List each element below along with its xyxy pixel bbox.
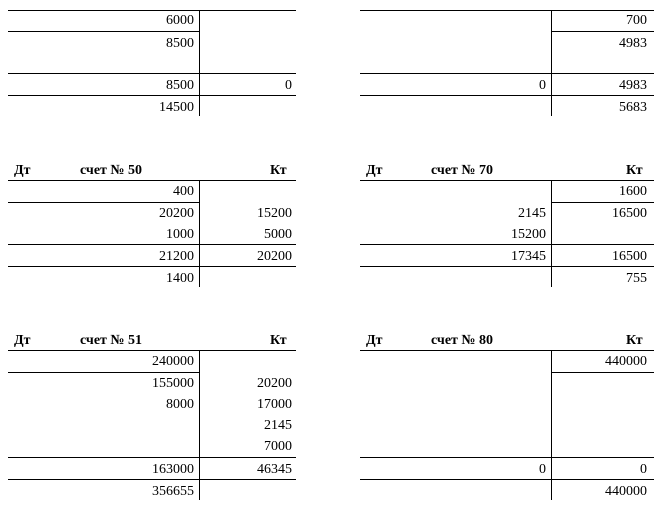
credit-cell: 16500: [612, 206, 647, 221]
balance-rule: [8, 266, 296, 267]
credit-cell: 700: [626, 13, 647, 28]
balance-rule: [360, 266, 654, 267]
account-title: счет № 50: [80, 163, 142, 178]
balance-rule: [360, 95, 654, 96]
credit-label: Кт: [626, 333, 643, 348]
debit-cell: 240000: [152, 354, 194, 369]
credit-cell: 5683: [619, 100, 647, 115]
debit-cell: 0: [539, 462, 546, 477]
t-account-80: [360, 330, 659, 505]
debit-cell: 6000: [166, 13, 194, 28]
credit-cell: 1600: [619, 184, 647, 199]
row-rule: [8, 31, 199, 32]
credit-cell: 2145: [264, 418, 292, 433]
credit-cell: 0: [285, 78, 292, 93]
debit-cell: 20200: [159, 206, 194, 221]
credit-cell: 755: [626, 271, 647, 286]
total-rule: [360, 73, 654, 74]
debit-cell: 21200: [159, 249, 194, 264]
t-account-top-left: [0, 0, 300, 120]
credit-cell: 4983: [619, 36, 647, 51]
debit-cell: 400: [173, 184, 194, 199]
t-account-70: [360, 160, 659, 290]
t-divider: [551, 180, 552, 287]
balance-rule: [8, 95, 296, 96]
credit-cell: 17000: [257, 397, 292, 412]
credit-cell: 5000: [264, 227, 292, 242]
debit-cell: 15200: [511, 227, 546, 242]
credit-cell: 440000: [605, 354, 647, 369]
debit-cell: 8000: [166, 397, 194, 412]
credit-cell: 16500: [612, 249, 647, 264]
debit-cell: 1400: [166, 271, 194, 286]
account-title: счет № 80: [431, 333, 493, 348]
credit-cell: 46345: [257, 462, 292, 477]
credit-cell: 20200: [257, 249, 292, 264]
t-divider: [551, 350, 552, 500]
credit-cell: 7000: [264, 439, 292, 454]
debit-label: Дт: [366, 163, 383, 178]
debit-cell: 163000: [152, 462, 194, 477]
total-rule: [8, 457, 296, 458]
t-account-top-right: [360, 0, 659, 120]
debit-cell: 8500: [166, 78, 194, 93]
total-rule: [360, 457, 654, 458]
debit-cell: 0: [539, 78, 546, 93]
debit-label: Дт: [14, 333, 31, 348]
account-title: счет № 51: [80, 333, 142, 348]
debit-cell: 8500: [166, 36, 194, 51]
debit-label: Дт: [14, 163, 31, 178]
credit-label: Кт: [270, 163, 287, 178]
t-divider: [551, 10, 552, 116]
balance-rule: [8, 479, 296, 480]
total-rule: [8, 73, 296, 74]
debit-cell: 17345: [511, 249, 546, 264]
credit-label: Кт: [270, 333, 287, 348]
balance-rule: [360, 479, 654, 480]
credit-cell: 440000: [605, 484, 647, 499]
t-account-51: [0, 330, 300, 505]
row-rule: [551, 372, 654, 373]
t-account-50: [0, 160, 300, 290]
credit-cell: 4983: [619, 78, 647, 93]
credit-cell: 15200: [257, 206, 292, 221]
credit-cell: 20200: [257, 376, 292, 391]
credit-cell: 0: [640, 462, 647, 477]
t-divider: [199, 350, 200, 500]
t-divider: [199, 10, 200, 116]
debit-cell: 2145: [518, 206, 546, 221]
total-rule: [360, 244, 654, 245]
debit-cell: 14500: [159, 100, 194, 115]
total-rule: [8, 244, 296, 245]
row-rule: [551, 31, 654, 32]
credit-label: Кт: [626, 163, 643, 178]
t-divider: [199, 180, 200, 287]
debit-cell: 1000: [166, 227, 194, 242]
debit-cell: 155000: [152, 376, 194, 391]
debit-label: Дт: [366, 333, 383, 348]
account-title: счет № 70: [431, 163, 493, 178]
debit-cell: 356655: [152, 484, 194, 499]
